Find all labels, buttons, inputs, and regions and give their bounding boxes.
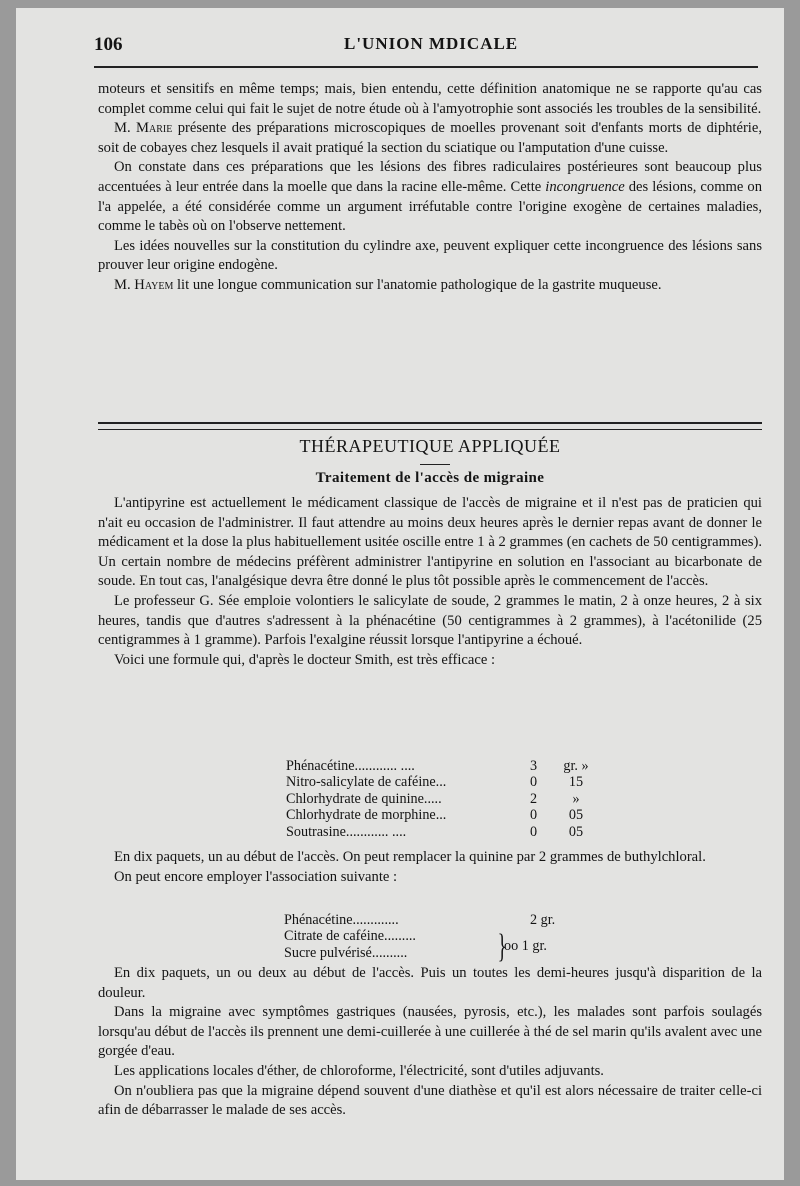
paragraph: On peut encore employer l'association suivante : [114, 868, 398, 885]
title-rule [420, 464, 450, 465]
article-text [98, 848, 762, 887]
paragraph: En dix paquets, un au début de l'accès. On peut remplacer la quinine par 2 grammes de buthylchloral. [114, 849, 706, 865]
formula-row: Chlorhydrate de morphine... 0 05 [286, 807, 584, 824]
paragraph: En dix paquets, un ou deux au début de l'accès. Puis un toutes les demi-heures jusqu'à disparition de la douleur. [98, 965, 762, 1001]
paragraph: M. Marie présente des préparations microscopiques de moelles provenant soit d'enfants morts de diphtérie, soit de cobayes chez lesquels il avait pratiqué la section du sciatique ou l'amputation d'une cuisse. [98, 120, 762, 156]
article-subtitle: Traitement de l'accès de migraine [315, 470, 545, 486]
formula-item: Citrate de caféine......... [284, 928, 416, 945]
paragraph: Dans la migraine avec symptômes gastriques (nausées, pyrosis, etc.), les malades sont parfois soulagés lorsqu'au début de l'accès ils prennent une demi-cuillerée à une cuillerée à thé de sel marin qu'ils avalent avec une gorgée d'eau. [98, 1004, 762, 1060]
paragraph: Voici une formule qui, d'après le docteur Smith, est très efficace : [114, 651, 496, 668]
formula-dose: 2 gr. [530, 912, 556, 928]
paragraph: L'antipyrine est actuellement le médicament classique de l'accès de migraine et il n'est pas de praticien qui n'ait eu occasion de l'administrer. Il faut attendre au moins deux heures après le dernier repas avant de donner le médicament et la dose la plus habituellement usitée oscille entre 1 à 2 grammes (en cachets de 50 centigrammes). Un certain nombre de médecins préfèrent administrer l'antipyrine en solution en l'associant au bicarbonate de soude. En tout cas, l'analgésique devra être donné le plus tôt possible après le commencement de l'accès. [98, 495, 762, 590]
header-rule [94, 66, 758, 68]
formula-row: Soutrasine............ .... 0 05 [286, 823, 584, 840]
paragraph: Les applications locales d'éther, de chloroforme, l'électricité, sont d'utiles adjuvants. [114, 1062, 604, 1079]
paragraph: M. Hayem lit une longue communication sur l'anatomie pathologique de la gastrite muqueuse. [114, 276, 662, 293]
formula-item: Phénacétine............. [284, 912, 399, 928]
formula-dose: oo 1 gr. [504, 938, 547, 954]
paragraph: On n'oubliera pas que la migraine dépend souvent d'une diathèse et qu'il est alors nécessaire de traiter celle-ci afin de débarrasser le malade de ses accès. [98, 1082, 762, 1119]
paragraph: On constate dans ces préparations que les lésions des fibres radiculaires postérieures sont beaucoup plus accentuées à leur entrée dans la moelle que dans la racine elle-même. Cette incongruence des lésions, comme on l'a appelée, a été considérée comme un argument irréfutable contre l'origine exogène de certaines maladies, comme le tabès où on l'observe nettement. [98, 159, 762, 235]
formula-row: Nitro-salicylate de caféine... 0 15 [286, 774, 584, 791]
section-divider [98, 422, 762, 430]
paragraph: Les idées nouvelles sur la constitution du cylindre axe, peuvent expliquer cette incongruence des lésions sans prouver leur origine endogène. [98, 237, 762, 274]
society-report [98, 80, 762, 296]
brace: } [497, 928, 507, 965]
paragraph: moteurs et sensitifs en même temps; mais, bien entendu, cette définition anatomique ne se rapporte qu'au cas complet comme celui qui fait le sujet de notre étude où à l'amyotrophie sont associés les troubles de la sensibilité. [98, 81, 762, 117]
page-number: 106 [94, 34, 123, 55]
formula-table [286, 758, 596, 840]
article-text [98, 964, 762, 1121]
section-title: THÉRAPEUTIQUE APPLIQUÉE [299, 436, 561, 456]
article-text [98, 494, 762, 670]
formula-table-2 [284, 912, 496, 961]
formula-item: Sucre pulvérisé.......... [284, 944, 408, 961]
page-header [94, 34, 774, 64]
journal-page [16, 8, 784, 1180]
formula-row: Phénacétine............ .... 3 gr. » [286, 758, 589, 774]
paragraph: Le professeur G. Sée emploie volontiers le salicylate de soude, 2 grammes le matin, 2 à onze heures, 2 à six heures, tandis que d'autres s'adressent à la phénacétine (50 centigrammes à 2 grammes), à l'acétonilide (25 centigrammes à 1 gramme). Parfois l'exalgine réussit lorsque l'antipyrine a échoué. [98, 592, 762, 649]
formula-row: Chlorhydrate de quinine..... 2 » [286, 790, 580, 807]
journal-title: L'UNION MDICALE [344, 34, 519, 53]
